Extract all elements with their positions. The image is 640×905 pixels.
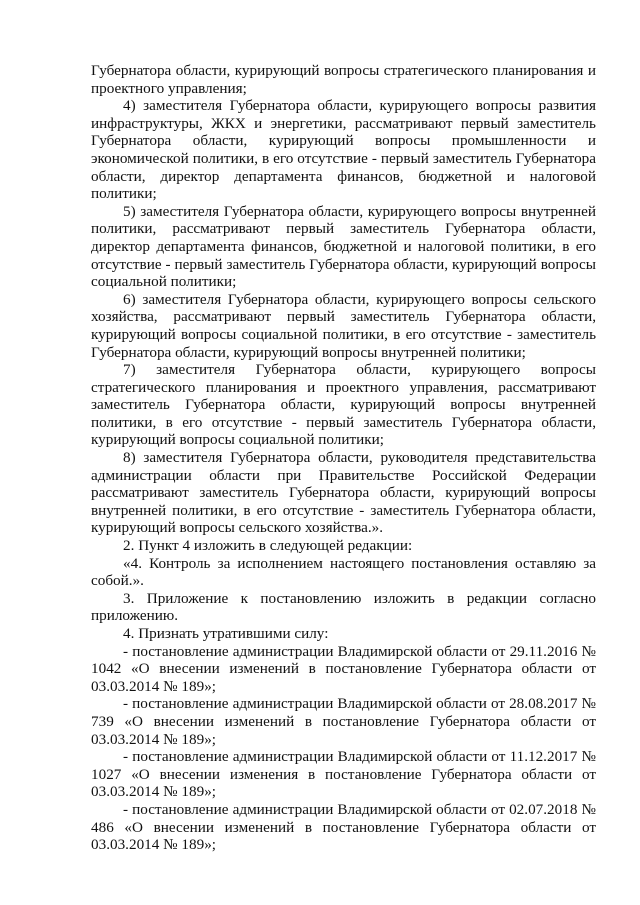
paragraph-item-7: 7) заместителя Губернатора области, курирующего вопросы стратегического планирования и проектного управления, рассматривают заместитель Губернатора области, курирующий вопросы внутренней политики, в его отсутствие - первый заместитель Губернатора области, курирующий вопросы социальной политики; — [91, 361, 596, 449]
paragraph-repeal-2: - постановление администрации Владимирской области от 28.08.2017 № 739 «О внесении изменений в постановление Губернатора области от 03.03.2014 № 189»; — [91, 695, 596, 748]
paragraph-point-4: 4. Признать утратившими силу: — [123, 625, 329, 642]
paragraph-point-2-quote: «4. Контроль за исполнением настоящего постановления оставляю за собой.». — [91, 554, 596, 590]
paragraph-continuation: Губернатора области, курирующий вопросы стратегического планирования и проектного управления; — [91, 62, 596, 97]
paragraph-item-8: 8) заместителя Губернатора области, руководителя представительства администрации области при Правительстве Российской Федерации рассматривают заместитель Губернатора области, курирующий вопросы внутренней политики, в его отсутствие - заместитель Губернатора области, курирующий вопросы сельского хозяйства.». — [91, 449, 596, 537]
paragraph-repeal-3: - постановление администрации Владимирской области от 11.12.2017 № 1027 «О внесении изменения в постановление Губернатора области от 03.03.2014 № 189»; — [91, 748, 596, 801]
paragraph-point-3: 3. Приложение к постановлению изложить в редакции согласно приложению. — [91, 589, 596, 625]
paragraph-item-4: 4) заместителя Губернатора области, курирующего вопросы развития инфраструктуры, ЖКХ и энергетики, рассматривают первый заместитель Губернатора области, курирующий вопросы промышленности и экономической политики, в его отсутствие - первый заместитель Губернатора области, директор департамента финансов, бюджетной и налоговой политики; — [91, 97, 596, 203]
paragraph-repeal-1: - постановление администрации Владимирской области от 29.11.2016 № 1042 «О внесении изменений в постановление Губернатора области от 03.03.2014 № 189»; — [91, 642, 596, 695]
document-body — [91, 62, 596, 854]
paragraph-item-5: 5) заместителя Губернатора области, курирующего вопросы внутренней политики, рассматривают первый заместитель Губернатора области, директор департамента финансов, бюджетной и налоговой политики, в его отсутствие - первый заместитель Губернатора области, курирующий вопросы социальной политики; — [91, 202, 596, 291]
paragraph-point-2: 2. Пункт 4 изложить в следующей редакции: — [123, 537, 413, 555]
paragraph-item-6: 6) заместителя Губернатора области, курирующего вопросы сельского хозяйства, рассматривают первый заместитель Губернатора области, курирующий вопросы социальной политики, в его отсутствие - заместитель Губернатора области, курирующий вопросы внутренней политики; — [91, 290, 596, 361]
paragraph-repeal-4: - постановление администрации Владимирской области от 02.07.2018 № 486 «О внесении изменений в постановление Губернатора области от 03.03.2014 № 189»; — [91, 800, 596, 854]
